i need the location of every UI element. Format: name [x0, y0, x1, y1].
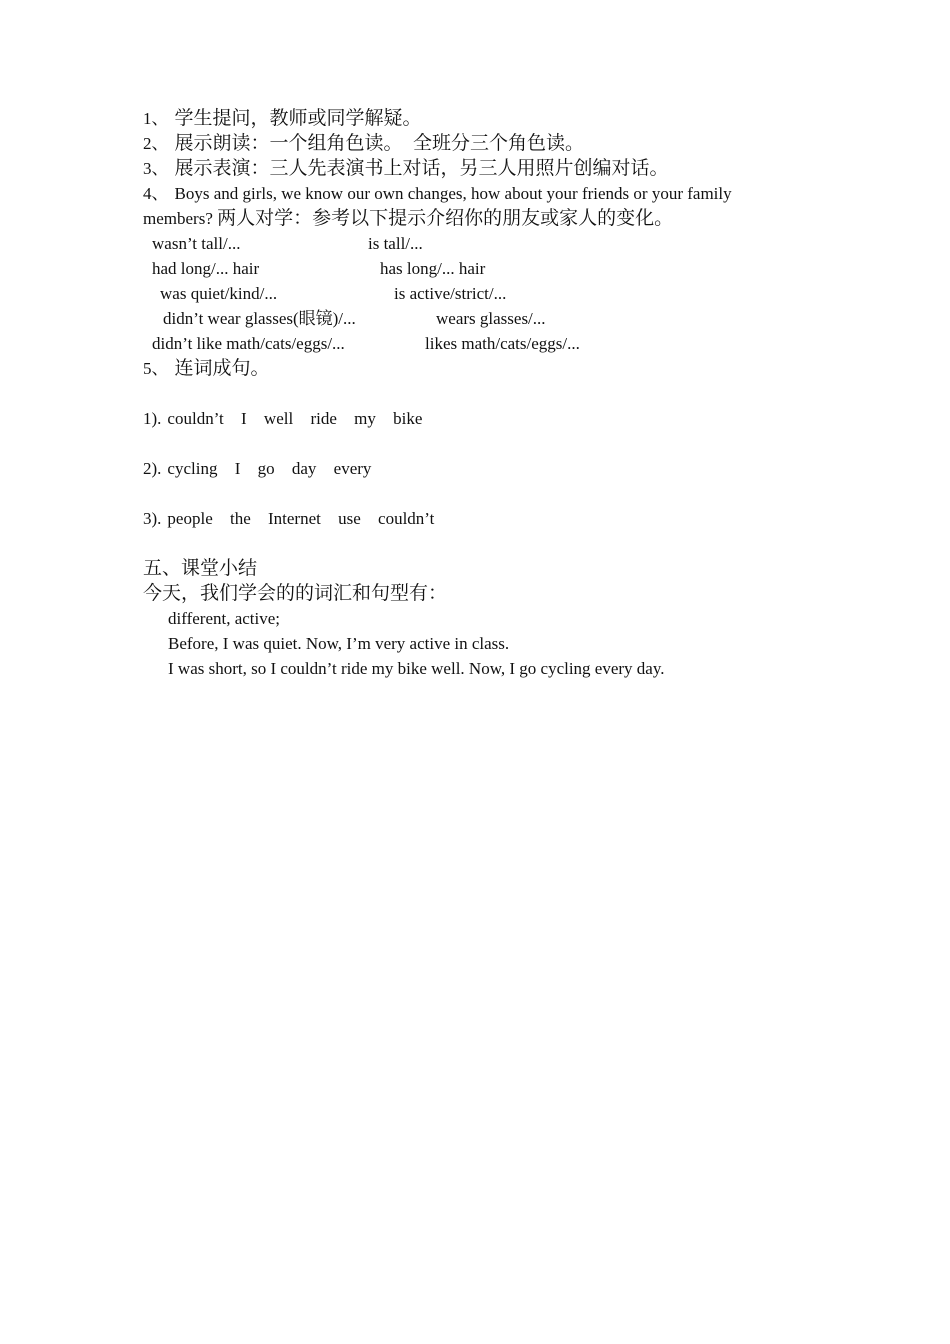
rearrange-item-3: [143, 506, 850, 531]
rearrange-item-2-number: 2).: [143, 459, 162, 478]
step-2-number: 2、: [143, 134, 169, 153]
blank-line: [143, 531, 850, 556]
now-phrase: is tall/...: [368, 234, 423, 253]
before-phrase: didn’t wear glasses(眼镜)/...: [163, 309, 356, 328]
rearrange-item-1-number: 1).: [143, 409, 162, 428]
summary-item-2: Before, I was quiet. Now, I’m very active in class.: [168, 634, 510, 653]
step-4-line-1: [143, 181, 850, 206]
pair-row-quiet: [143, 281, 850, 306]
rearrange-item-1-words: couldn’t I well ride my bike: [167, 409, 423, 428]
rearrange-item-3-words: people the Internet use couldn’t: [167, 509, 435, 528]
step-3-text: 展示表演：三人先表演书上对话，另三人用照片创编对话。: [174, 158, 669, 179]
step-1-number: 1、: [143, 109, 169, 128]
now-phrase: likes math/cats/eggs/...: [425, 334, 580, 353]
step-2-text: 展示朗读：一个组角色读。 全班分三个角色读。: [174, 133, 585, 154]
pair-row-glasses: [143, 306, 850, 331]
rearrange-heading: [143, 356, 850, 381]
before-phrase: had long/... hair: [152, 259, 260, 278]
rearrange-item-2: [143, 456, 850, 481]
step-4-line-2: [143, 206, 850, 231]
step-4-wrap-en: members?: [143, 209, 218, 228]
now-phrase: wears glasses/...: [436, 309, 546, 328]
before-phrase: didn’t like math/cats/eggs/...: [152, 334, 345, 353]
step-1: [143, 106, 850, 131]
summary-item-3: I was short, so I couldn’t ride my bike well. Now, I go cycling every day.: [168, 659, 665, 678]
rearrange-heading-text: 连词成句。: [174, 358, 270, 379]
now-phrase: has long/... hair: [380, 259, 486, 278]
pair-row-tall: [143, 231, 850, 256]
step-4-text-en: Boys and girls, we know our own changes, how about your friends or your family: [174, 184, 732, 203]
rearrange-item-3-number: 3).: [143, 509, 162, 528]
step-4-number: 4、: [143, 184, 169, 203]
summary-item-1: different, active;: [168, 609, 281, 628]
step-3-number: 3、: [143, 159, 169, 178]
summary-heading: 五、课堂小结: [143, 558, 258, 579]
rearrange-item-2-words: cycling I go day every: [167, 459, 372, 478]
step-4-wrap-zh: 两人对学：参考以下提示介绍你的朋友或家人的变化。: [217, 208, 674, 229]
now-phrase: is active/strict/...: [394, 284, 507, 303]
step-2: [143, 131, 850, 156]
summary-intro: 今天，我们学会的的词汇和句型有：: [143, 583, 448, 604]
change-pairs-block: [143, 231, 850, 356]
pair-row-hair: [143, 256, 850, 281]
rearrange-item-1: [143, 406, 850, 431]
before-phrase: was quiet/kind/...: [160, 284, 278, 303]
step-1-text: 学生提问，教师或同学解疑。: [174, 108, 422, 129]
rearrange-heading-number: 5、: [143, 359, 169, 378]
step-3: [143, 156, 850, 181]
pair-row-like: [143, 331, 850, 356]
before-phrase: wasn’t tall/...: [152, 234, 241, 253]
